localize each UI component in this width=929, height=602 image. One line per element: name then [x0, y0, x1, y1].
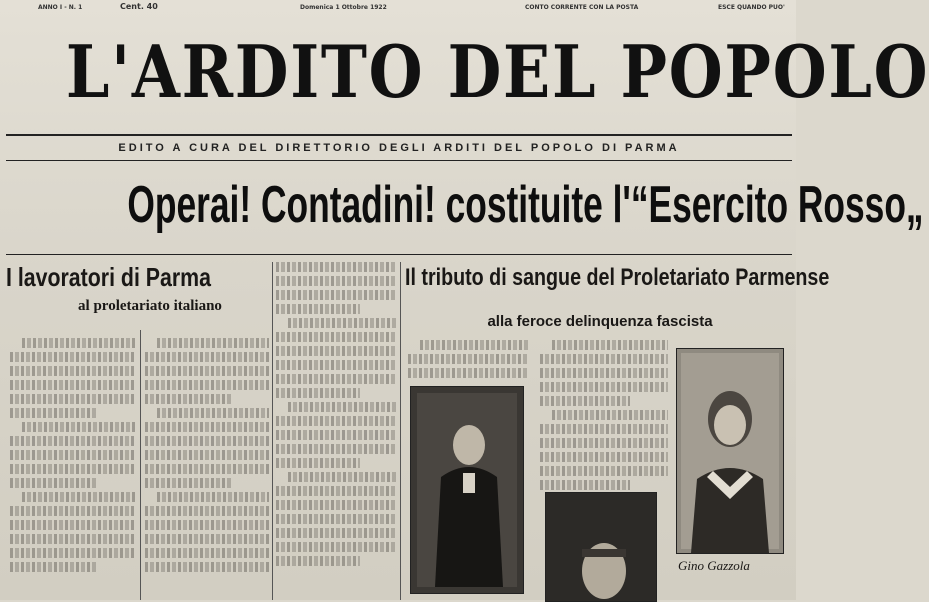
column-divider — [400, 262, 401, 600]
portrait-photo — [410, 386, 524, 594]
portrait-photo — [545, 492, 657, 602]
headline-rule — [6, 254, 792, 255]
main-headline: Operai! Contadini! costituite l'“Esercito Rosso„ — [127, 176, 924, 234]
masthead-title: L'ARDITO DEL POPOLO — [65, 29, 929, 114]
frequency-note: ESCE QUANDO PUO' — [718, 4, 785, 11]
issue-price: Cent. 40 — [120, 2, 158, 11]
publisher-subhead: EDITO A CURA DEL DIRETTORIO DEGLI ARDITI DEL POPOLO DI PARMA — [118, 142, 680, 154]
right-article-subtitle: alla feroce delinquenza fascista — [487, 313, 713, 330]
postage-note: CONTO CORRENTE CON LA POSTA — [525, 4, 639, 11]
portrait-photo — [676, 348, 784, 554]
column-divider — [272, 262, 273, 600]
portrait-image — [411, 387, 523, 593]
masthead-rule — [6, 134, 792, 136]
right-article-title: Il tributo di sangue del Proletariato Parmense — [405, 264, 830, 291]
photo-caption: Gino Gazzola — [678, 558, 750, 573]
issue-date: Domenica 1 Ottobre 1922 — [300, 4, 387, 11]
article-body-text — [145, 338, 269, 600]
article-body-text — [540, 340, 668, 500]
issue-number: ANNO I - N. 1 — [38, 4, 83, 11]
article-body-text — [10, 338, 136, 600]
article-body-text — [276, 262, 396, 600]
portrait-image — [546, 493, 656, 601]
article-body-text — [408, 340, 528, 380]
portrait-image — [677, 349, 783, 553]
left-article-subtitle: al proletariato italiano — [78, 298, 222, 314]
left-article-title: I lavoratori di Parma — [6, 262, 211, 292]
column-divider — [140, 330, 141, 600]
